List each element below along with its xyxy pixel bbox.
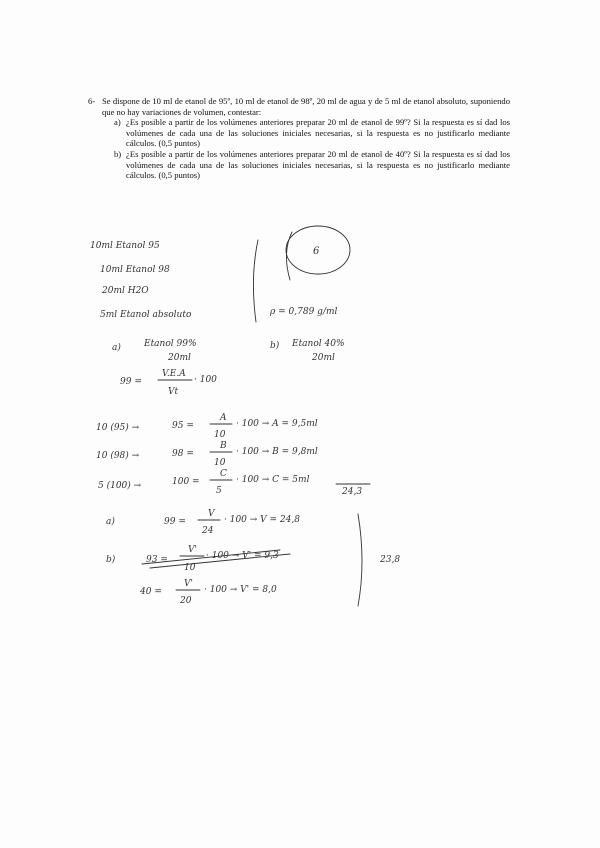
question-item-b <box>114 149 510 181</box>
density-note: ρ = 0,789 g/ml <box>270 307 338 317</box>
sol-b-rhs: · 100 → V' = 9,3 <box>206 551 279 561</box>
sol-a-den: 24 <box>202 526 214 536</box>
sol-b-eq: 93 = <box>146 555 168 565</box>
item-label: a) <box>114 117 121 128</box>
question-number: 6- <box>88 96 96 106</box>
formula-lhs: 99 = <box>120 377 142 387</box>
sol-b2-eq: 40 = <box>140 587 162 597</box>
b-label: b) <box>270 341 280 351</box>
sol-b-num: V' <box>188 545 197 555</box>
sol-b2-den: 20 <box>180 596 192 606</box>
sol-b-den: 10 <box>184 563 196 573</box>
row3-rhs: · 100 → C = 5ml <box>236 475 310 485</box>
row2-eq: 98 = <box>172 449 194 459</box>
grade-value: 6 <box>313 246 320 257</box>
side-total: 23,8 <box>380 555 401 565</box>
formula-rhs: · 100 <box>194 375 217 385</box>
formula-numerator: V.E.A <box>162 369 186 379</box>
row1-rhs: · 100 → A = 9,5ml <box>236 419 318 429</box>
question-item-a <box>114 117 510 149</box>
question-block <box>88 96 510 181</box>
handwritten-answer <box>80 222 520 622</box>
a-given: Etanol 99% <box>144 339 197 349</box>
row1-num: A <box>220 413 227 423</box>
data-line-2: 10ml Etanol 98 <box>100 265 170 275</box>
b-given: Etanol 40% <box>292 339 345 349</box>
row1-left: 10 (95) → <box>96 423 140 433</box>
question-text: Se dispone de 10 ml de etanol de 95º, 10 ml de etanol de 98º, 20 ml de agua y de 5 ml de etanol absoluto, suponiendo que no hay variaciones de volumen, contestar: <box>102 96 510 117</box>
sol-a-rhs: · 100 → V = 24,8 <box>224 515 300 525</box>
a-label: a) <box>112 343 121 353</box>
row1-den: 10 <box>214 430 226 440</box>
side-bracket <box>358 514 362 606</box>
sol-a-label: a) <box>106 517 115 527</box>
item-label: b) <box>114 148 122 159</box>
question-statement <box>88 96 510 117</box>
row3-total: 24,3 <box>342 487 363 497</box>
row3-left: 5 (100) → <box>98 481 142 491</box>
row2-rhs: · 100 → B = 9,8ml <box>236 447 318 457</box>
b-volume: 20ml <box>312 353 335 363</box>
row3-eq: 100 = <box>172 477 200 487</box>
sol-a-num: V <box>208 509 215 519</box>
row1-eq: 95 = <box>172 421 194 431</box>
formula-denominator: Vt <box>168 387 179 397</box>
item-text: ¿Es posible a partir de los volúmenes anteriores preparar 20 ml de etanol de 40º? Si la respuesta es sí dad los volúmenes de cada una de las soluciones iniciales necesarias, si la respuesta es no justificarlo mediante cálculos. (0,5 puntos) <box>126 148 510 181</box>
row2-left: 10 (98) → <box>96 451 140 461</box>
data-line-3: 20ml H2O <box>102 286 149 296</box>
sol-a-eq: 99 = <box>164 517 186 527</box>
row2-den: 10 <box>214 458 226 468</box>
data-line-1: 10ml Etanol 95 <box>90 241 160 251</box>
data-line-4: 5ml Etanol absoluto <box>100 310 192 320</box>
sol-b2-rhs: · 100 → V' = 8,0 <box>204 585 277 595</box>
sol-b-label: b) <box>106 555 116 565</box>
row3-den: 5 <box>216 486 222 496</box>
a-volume: 20ml <box>168 353 191 363</box>
sol-b2-num: V' <box>184 579 193 589</box>
item-text: ¿Es posible a partir de los volúmenes anteriores preparar 20 ml de etanol de 99º? Si la respuesta es sí dad los volúmenes de cada una de las soluciones iniciales necesarias, si la respuesta es no justificarlo mediante cálculos. (0,5 puntos) <box>126 117 510 149</box>
brace-mark <box>253 240 258 322</box>
row3-num: C <box>220 469 227 479</box>
row2-num: B <box>220 441 227 451</box>
